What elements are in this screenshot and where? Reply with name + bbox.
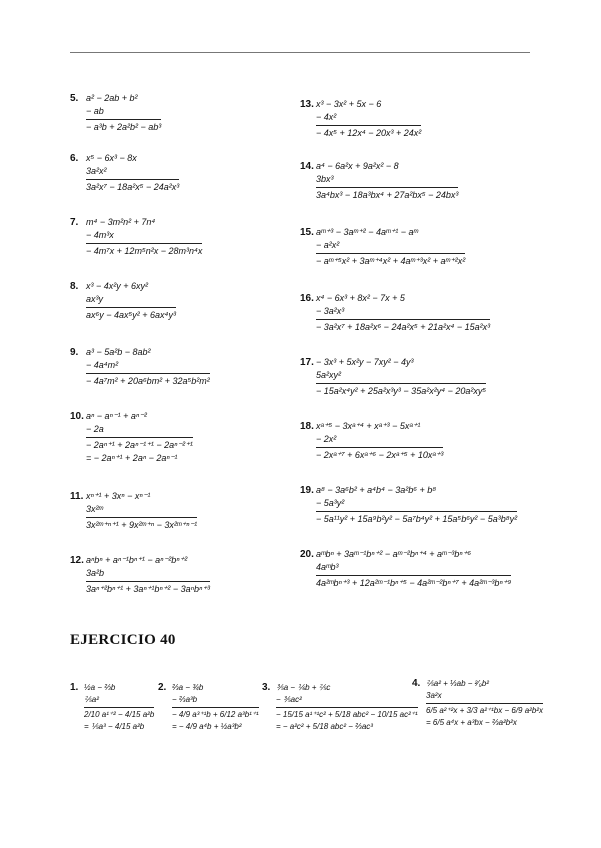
- problem-6: [70, 152, 179, 194]
- problem-number: 13.: [300, 99, 314, 110]
- problem-number: 8.: [70, 281, 79, 292]
- product: − 4m⁷x + 12m⁵n²x − 28m³n⁴x: [86, 246, 203, 256]
- multiplicand: aⁿ − aⁿ⁻¹ + aⁿ⁻²: [86, 411, 147, 421]
- multiplicand: ⅖a² + ⅓ab − ²⁄₉b²: [426, 679, 489, 688]
- multiplier: − 3a²x³: [316, 306, 345, 316]
- product-simplified: = 6/5 a⁴x + a³bx − ⅔a²b²x: [426, 718, 517, 727]
- problem-number: 16.: [300, 293, 314, 304]
- multiplier: 3bx³: [316, 174, 334, 184]
- product: 3a⁴bx³ − 18a³bx⁴ + 27a²bx⁵ − 24bx³: [316, 190, 459, 200]
- multiplicand: a² − 2ab + b²: [86, 93, 138, 103]
- exercise-number: 1.: [70, 682, 79, 693]
- multiplicand: a⁴ − 6a²x + 9a²x² − 8: [316, 161, 399, 171]
- multiplicand: aᵐbⁿ + 3aᵐ⁻¹bⁿ⁺² − aᵐ⁻²bⁿ⁺⁴ + aᵐ⁻³bⁿ⁺⁶: [316, 549, 472, 559]
- multiplier: ax³y: [86, 294, 104, 304]
- multiplier: − ⅔a³b: [172, 695, 198, 704]
- multiplicand: a⁸ − 3a⁶b² + a⁴b⁴ − 3a²b⁶ + b⁸: [316, 485, 437, 495]
- product: 6/5 a²⁺²x + 3/3 a²⁺¹bx − 6/9 a²b²x: [426, 706, 543, 715]
- product: 4a²ᵐbⁿ⁺³ + 12a²ᵐ⁻¹bⁿ⁺⁵ − 4a²ᵐ⁻²bⁿ⁺⁷ + 4a²ᵐ⁻³bⁿ⁺⁹: [316, 578, 512, 588]
- product: − aᵐ⁺⁵x² + 3aᵐ⁺⁴x² + 4aᵐ⁺³x² + aᵐ⁺²x²: [316, 256, 466, 266]
- product: 3x²ᵐ⁺ⁿ⁺¹ + 9x²ᵐ⁺ⁿ − 3x²ᵐ⁺ⁿ⁻¹: [86, 520, 198, 530]
- product: − 2aⁿ⁺¹ + 2aⁿ⁻¹⁺¹ − 2aⁿ⁻²⁺¹: [86, 440, 193, 450]
- product: − 4/9 a³⁺¹b + 6/12 a³b¹⁺¹: [172, 710, 259, 719]
- multiplicand: x³ − 3x² + 5x − 6: [316, 99, 382, 109]
- multiplier: − 4x²: [316, 112, 337, 122]
- product: − 5a¹¹y² + 15a⁹b²y² − 5a⁷b⁴y² + 15a⁵b⁶y² − 5a³b⁸y²: [316, 514, 518, 524]
- multiplier: − 4a⁴m²: [86, 360, 119, 370]
- problem-number: 5.: [70, 93, 79, 104]
- exercise-3: [262, 682, 418, 733]
- problem-18: [300, 420, 443, 462]
- multiplicand: − 3x³ + 5x²y − 7xy² − 4y³: [316, 357, 414, 367]
- problem-number: 11.: [70, 491, 84, 502]
- problem-9: [70, 346, 210, 388]
- problem-number: 10.: [70, 411, 84, 422]
- problem-number: 15.: [300, 227, 314, 238]
- multiplicand: aᵐ⁺³ − 3aᵐ⁺² − 4aᵐ⁺¹ − aᵐ: [316, 227, 419, 237]
- multiplicand: a³ − 5a²b − 8ab²: [86, 347, 151, 357]
- multiplier: − 2a: [86, 424, 104, 434]
- exercise-number: 4.: [412, 678, 421, 689]
- multiplier: − ⅗ac²: [276, 695, 302, 704]
- exercise-4: [412, 678, 543, 729]
- header-rule: [70, 52, 530, 53]
- problem-number: 19.: [300, 485, 314, 496]
- product-simplified: = − 2aⁿ⁺¹ + 2aⁿ − 2aⁿ⁻¹: [86, 453, 178, 463]
- product: − 3a²x⁷ + 18a²x⁶ − 24a²x⁵ + 21a²x⁴ − 15a²x³: [316, 322, 491, 332]
- problem-10: [70, 410, 193, 465]
- section-title: EJERCICIO 40: [70, 632, 176, 648]
- multiplicand: x⁴ − 6x³ + 8x² − 7x + 5: [316, 293, 405, 303]
- multiplier: − 5a³y²: [316, 498, 345, 508]
- problem-number: 20.: [300, 549, 314, 560]
- problem-14: [300, 160, 458, 202]
- multiplicand: xⁿ⁺¹ + 3xⁿ − xⁿ⁻¹: [86, 491, 151, 501]
- multiplicand: x³ − 4x²y + 6xy²: [86, 281, 149, 291]
- problem-5: [70, 92, 161, 134]
- multiplier: − a²x²: [316, 240, 340, 250]
- exercise-number: 3.: [262, 682, 271, 693]
- problem-8: [70, 280, 176, 322]
- exercise-1: [70, 682, 154, 733]
- problem-number: 9.: [70, 347, 79, 358]
- problem-number: 6.: [70, 153, 79, 164]
- multiplicand: aⁿbⁿ + aⁿ⁻¹bⁿ⁺¹ − aⁿ⁻²bⁿ⁺²: [86, 555, 188, 565]
- product: − 4a⁷m² + 20a⁶bm² + 32a⁵b²m²: [86, 376, 210, 386]
- problem-20: [300, 548, 511, 590]
- multiplier: ⅖a²: [84, 695, 99, 704]
- multiplier: 3a²x: [426, 691, 442, 700]
- problem-13: [300, 98, 421, 140]
- exercise-number: 2.: [158, 682, 167, 693]
- multiplier: − ab: [86, 106, 104, 116]
- multiplier: 3x²ᵐ: [86, 504, 103, 514]
- multiplier: 3a²b: [86, 568, 105, 578]
- multiplier: 3a²x²: [86, 166, 107, 176]
- problem-17: [300, 356, 486, 398]
- product-simplified: = − a²c² + 5/18 abc² − ⅔ac³: [276, 722, 373, 731]
- product: − 2xᵃ⁺⁷ + 6xᵃ⁺⁶ − 2xᵃ⁺⁵ + 10xᵃ⁺³: [316, 450, 444, 460]
- problem-number: 18.: [300, 421, 314, 432]
- multiplicand: xᵃ⁺⁵ − 3xᵃ⁺⁴ + xᵃ⁺³ − 5xᵃ⁺¹: [316, 421, 421, 431]
- product-simplified: = − 4/9 a⁴b + ½a³b²: [172, 722, 242, 731]
- multiplicand: ½a − ⅔b: [84, 683, 116, 692]
- multiplier: 5a²xy²: [316, 370, 342, 380]
- multiplier: − 2x²: [316, 434, 337, 444]
- problem-19: [300, 484, 517, 526]
- product: − 15a²x⁴y² + 25a²x³y³ − 35a²x²y⁴ − 20a²xy⁵: [316, 386, 487, 396]
- problem-12: [70, 554, 210, 596]
- exercise-2: [158, 682, 259, 733]
- product: − a³b + 2a²b² − ab³: [86, 122, 162, 132]
- product: 3a²x⁷ − 18a²x⁵ − 24a²x³: [86, 182, 180, 192]
- product: ax⁶y − 4ax⁵y² + 6ax⁴y³: [86, 310, 176, 320]
- problem-7: [70, 216, 202, 258]
- multiplicand: ⅗a − ⅙b + ⅖c: [276, 683, 331, 692]
- multiplicand: m⁴ − 3m²n² + 7n⁴: [86, 217, 156, 227]
- multiplicand: ⅔a − ¾b: [172, 683, 204, 692]
- product: 3aⁿ⁺²bⁿ⁺¹ + 3aⁿ⁺¹bⁿ⁺² − 3aⁿbⁿ⁺³: [86, 584, 210, 594]
- problem-number: 7.: [70, 217, 79, 228]
- product: − 15/15 a¹⁺¹c² + 5/18 abc² − 10/15 ac²⁺¹: [276, 710, 418, 719]
- problem-16: [300, 292, 490, 334]
- product: − 4x⁵ + 12x⁴ − 20x³ + 24x²: [316, 128, 422, 138]
- problem-15: [300, 226, 465, 268]
- multiplier: 4aᵐb³: [316, 562, 339, 572]
- product: 2/10 a¹⁺² − 4/15 a²b: [84, 710, 155, 719]
- multiplier: − 4m³x: [86, 230, 114, 240]
- problem-number: 17.: [300, 357, 314, 368]
- product-simplified: = ⅕a³ − 4/15 a²b: [84, 722, 145, 731]
- problem-number: 14.: [300, 161, 314, 172]
- problem-number: 12.: [70, 555, 84, 566]
- problem-11: [70, 490, 197, 532]
- multiplicand: x⁵ − 6x³ − 8x: [86, 153, 137, 163]
